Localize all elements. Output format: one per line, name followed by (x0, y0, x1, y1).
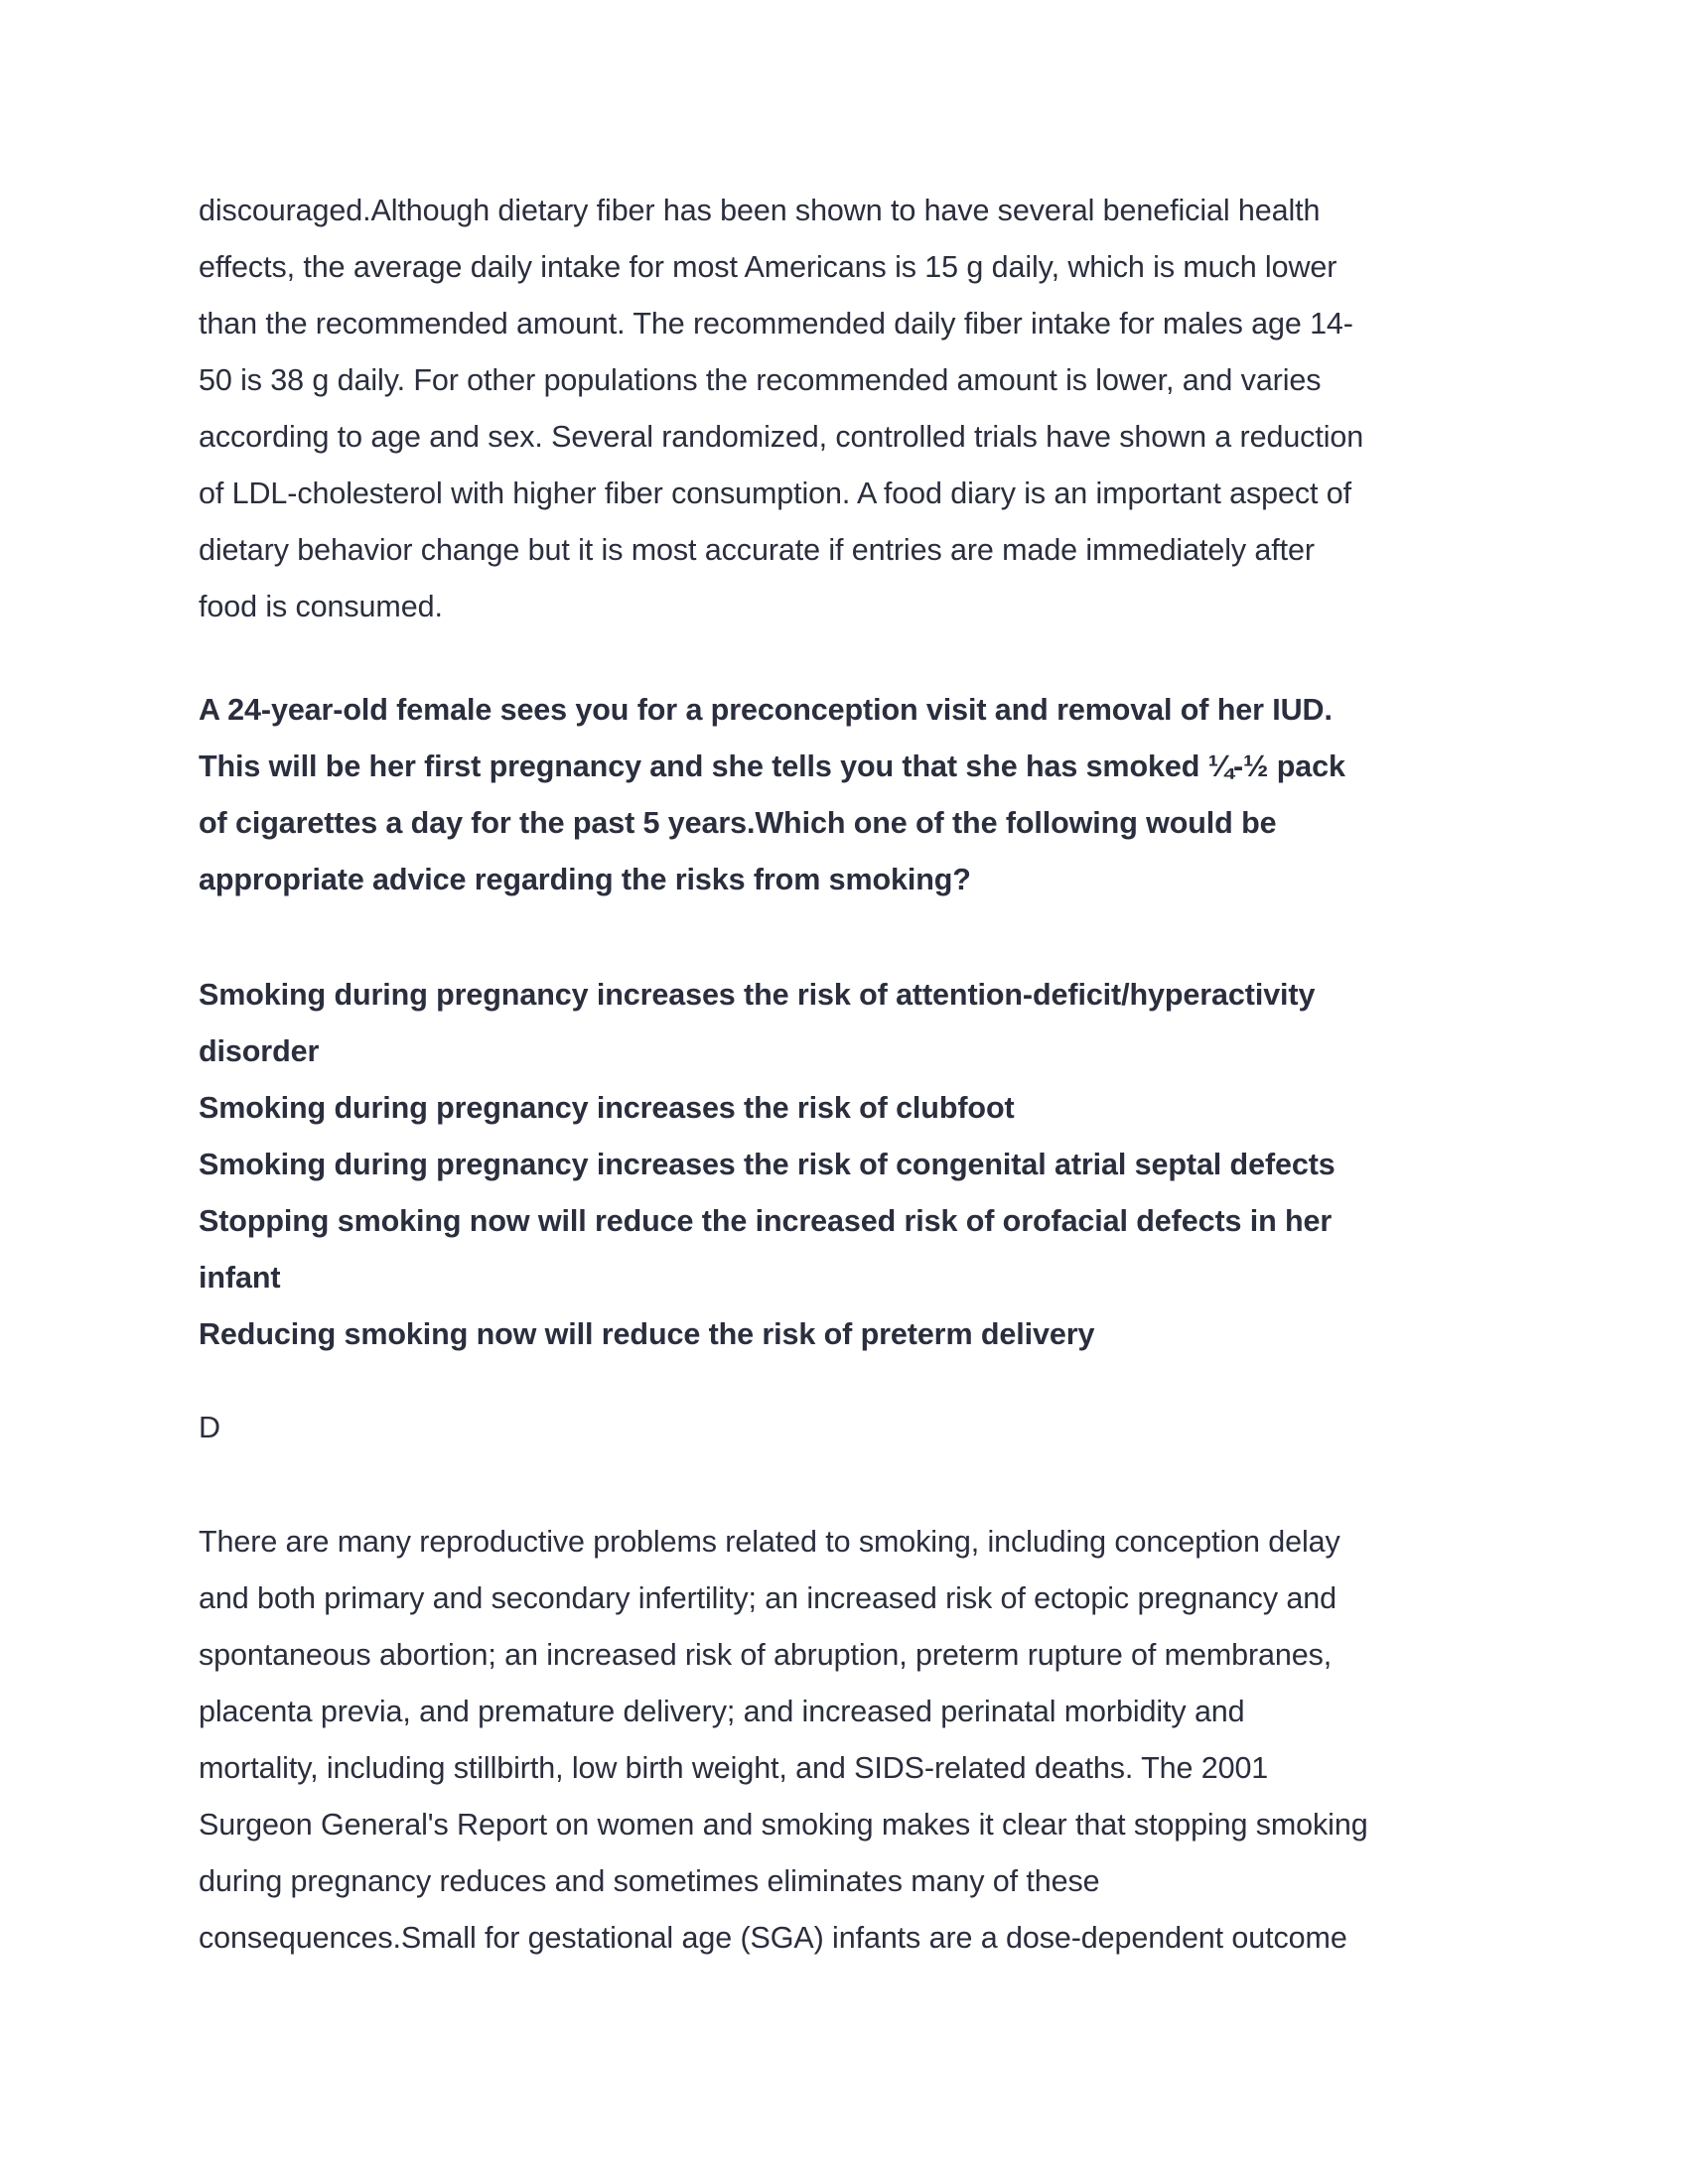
paragraph-line: discouraged.Although dietary fiber has been shown to have several beneficial health (199, 194, 1321, 227)
paragraph-line: of LDL-cholesterol with higher fiber consumption. A food diary is an important aspect of (199, 477, 1351, 510)
paragraph-line: Surgeon General's Report on women and smoking makes it clear that stopping smoking (199, 1808, 1368, 1842)
option-line: Smoking during pregnancy increases the risk of attention-deficit/hyperactivity (199, 978, 1316, 1012)
answer-letter: D (199, 1411, 220, 1444)
paragraph-line: according to age and sex. Several randomized, controlled trials have shown a reduction (199, 420, 1364, 454)
option-line: Reducing smoking now will reduce the risk of preterm delivery (199, 1317, 1095, 1351)
option-line: Stopping smoking now will reduce the increased risk of orofacial defects in her (199, 1204, 1333, 1238)
answer-options (199, 967, 1509, 1363)
question-line: This will be her first pregnancy and she tells you that she has smoked ¼-½ pack (199, 750, 1345, 783)
answer-key (199, 1400, 1509, 1456)
question-line: A 24-year-old female sees you for a preconception visit and removal of her IUD. (199, 693, 1333, 727)
option-line: Smoking during pregnancy increases the risk of clubfoot (199, 1091, 1015, 1125)
paragraph-line: dietary behavior change but it is most accurate if entries are made immediately after (199, 533, 1315, 567)
paragraph-line: 50 is 38 g daily. For other populations the recommended amount is lower, and varies (199, 363, 1322, 397)
paragraph-line: consequences.Small for gestational age (SGA) infants are a dose-dependent outcome (199, 1921, 1347, 1955)
paragraph-line: during pregnancy reduces and sometimes eliminates many of these (199, 1864, 1100, 1898)
question-stem (199, 682, 1509, 908)
intro-paragraph (199, 183, 1509, 635)
paragraph-line: There are many reproductive problems related to smoking, including conception delay (199, 1525, 1340, 1559)
question-line: of cigarettes a day for the past 5 years.Which one of the following would be (199, 806, 1277, 840)
option-line: infant (199, 1261, 281, 1295)
paragraph-line: spontaneous abortion; an increased risk of abruption, preterm rupture of membranes, (199, 1638, 1333, 1672)
option-d (199, 1193, 1509, 1306)
question-line: appropriate advice regarding the risks from smoking? (199, 863, 971, 896)
option-c (199, 1137, 1509, 1193)
option-b (199, 1080, 1509, 1137)
option-line: Smoking during pregnancy increases the risk of congenital atrial septal defects (199, 1148, 1336, 1181)
option-e (199, 1306, 1509, 1363)
paragraph-line: effects, the average daily intake for most Americans is 15 g daily, which is much lower (199, 250, 1337, 284)
paragraph-line: mortality, including stillbirth, low birth weight, and SIDS-related deaths. The 2001 (199, 1751, 1269, 1785)
paragraph-line: food is consumed. (199, 590, 443, 623)
option-line: disorder (199, 1034, 320, 1068)
paragraph-line: than the recommended amount. The recommended daily fiber intake for males age 14- (199, 307, 1353, 341)
option-a (199, 967, 1509, 1080)
paragraph-line: placenta previa, and premature delivery; and increased perinatal morbidity and (199, 1695, 1245, 1728)
paragraph-line: and both primary and secondary infertility; an increased risk of ectopic pregnancy and (199, 1581, 1336, 1615)
explanation-paragraph (199, 1514, 1509, 1967)
